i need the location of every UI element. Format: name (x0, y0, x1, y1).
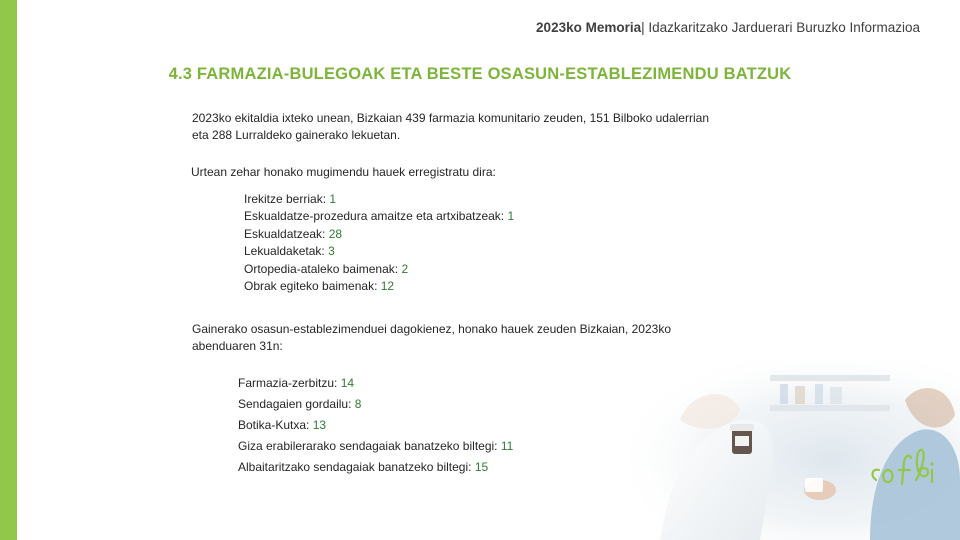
movement-value: 1 (507, 209, 515, 224)
establishment-label: Sendagaien gordailu: (238, 397, 355, 411)
movement-value: 12 (380, 278, 395, 293)
establishments-intro-line-2: abenduaren 31n: (192, 339, 283, 353)
establishment-label: Albaitaritzako sendagaiak banatzeko biltegi: (238, 460, 475, 474)
movement-label: Obrak egiteko baimenak: (244, 278, 381, 293)
movements-list (244, 191, 514, 295)
intro-line-1: 2023ko ekitaldia ixteko unean, Bizkaian 439 farmazia komunitario zeuden, 151 Bilboko udalerrian (192, 111, 709, 125)
establishment-value: 15 (474, 460, 489, 474)
establishment-value: 13 (312, 418, 327, 432)
establishment-value: 14 (340, 376, 355, 390)
establishments-intro (192, 321, 671, 355)
page-header (536, 20, 920, 35)
list-item (244, 226, 514, 243)
list-item (244, 243, 514, 260)
list-item (244, 278, 514, 295)
establishment-value: 8 (354, 397, 362, 411)
movement-value: 28 (328, 226, 343, 241)
list-item (238, 373, 513, 394)
list-item (238, 415, 513, 436)
establishment-label: Botika-Kutxa: (238, 418, 313, 432)
establishment-value: 11 (500, 439, 514, 453)
establishment-label: Farmazia-zerbitzu: (238, 376, 341, 390)
movement-value: 3 (328, 244, 335, 259)
movement-label: Ortopedia-ataleko baimenak: (244, 261, 402, 276)
movement-value: 2 (401, 261, 409, 276)
list-item (238, 436, 513, 457)
header-report-title: 2023ko Memoria (536, 20, 642, 35)
list-item (244, 191, 514, 208)
movement-value: 1 (329, 192, 337, 206)
list-item (238, 394, 513, 415)
movements-intro: Urtean zehar honako mugimendu hauek erregistratu dira: (191, 165, 496, 179)
section-title: 4.3 FARMAZIA-BULEGOAK ETA BESTE OSASUN-ESTABLEZIMENDU BATZUK (168, 65, 792, 83)
list-item (244, 208, 514, 225)
movement-label: Eskualdatzeak: (244, 226, 329, 241)
list-item (238, 457, 513, 478)
establishments-list (238, 373, 513, 478)
intro-line-2: eta 288 Lurraldeko gainerako lekuetan. (192, 128, 401, 142)
header-section-name: Idazkaritzako Jarduerari Buruzko Informazioa (644, 20, 920, 35)
movement-label: Lekualdaketak: (244, 244, 329, 259)
movement-label: Eskualdatze-prozedura amaitze eta artxibatzeak: (244, 209, 508, 224)
cofbi-logo (866, 440, 936, 498)
establishment-label: Giza erabilerarako sendagaiak banatzeko biltegi: (238, 439, 501, 453)
establishments-intro-line-1: Gainerako osasun-establezimenduei dagokienez, honako hauek zeuden Bizkaian, 2023ko (192, 322, 671, 336)
intro-paragraph (192, 110, 709, 144)
movement-label: Irekitze berriak: (244, 192, 330, 206)
header-separator: | (641, 20, 645, 35)
list-item (244, 261, 514, 278)
